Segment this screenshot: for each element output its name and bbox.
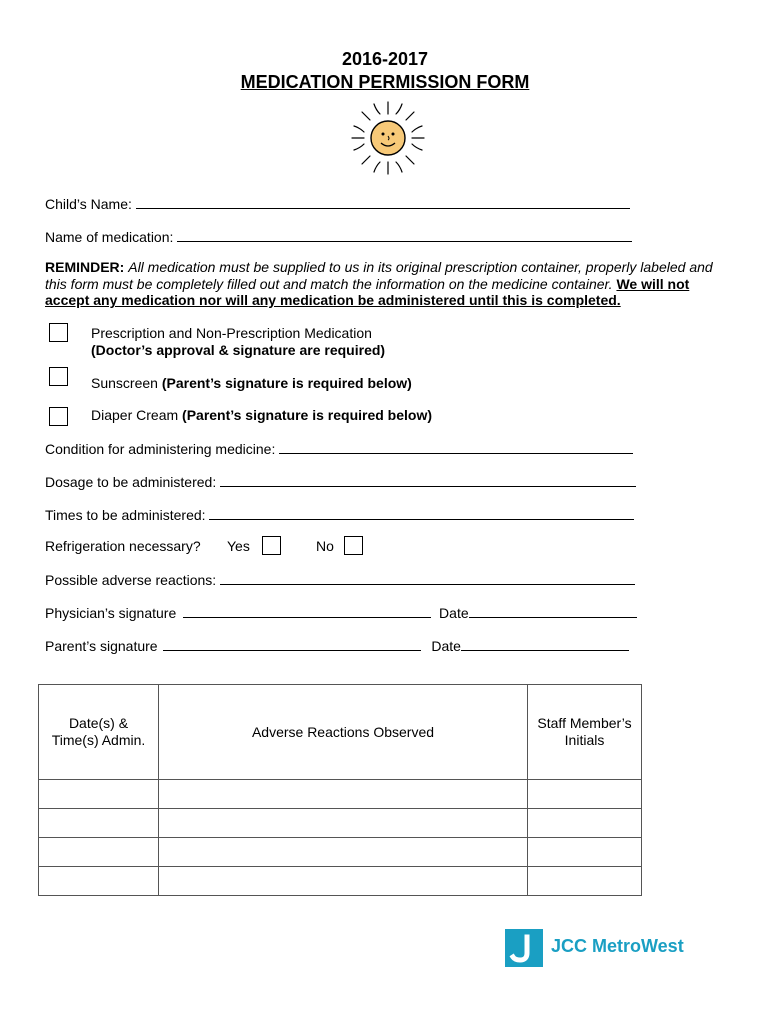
physician-signature-input[interactable] (183, 604, 431, 618)
table-cell[interactable] (159, 838, 528, 867)
col-date-time-line2: Time(s) Admin. (51, 732, 146, 748)
administration-log-table (38, 684, 642, 896)
condition-row (45, 440, 633, 457)
table-cell[interactable] (39, 838, 159, 867)
medication-name-row (45, 228, 632, 245)
table-cell[interactable] (159, 809, 528, 838)
condition-label: Condition for administering medicine: (45, 441, 276, 457)
sunscreen-checkbox[interactable] (49, 367, 68, 386)
option-sunscreen-note: (Parent’s signature is required below) (161, 375, 412, 391)
physician-signature-label: Physician’s signature (45, 605, 177, 621)
option-prescription (91, 325, 385, 359)
parent-date-input[interactable] (461, 637, 629, 651)
table-cell[interactable] (39, 809, 159, 838)
reminder-warning: We will not accept any medication nor will any medication be administered until this is completed. (45, 275, 690, 308)
table-row (39, 809, 642, 838)
condition-input[interactable] (279, 440, 633, 454)
table-row (39, 838, 642, 867)
refrigeration-label: Refrigeration necessary? (45, 538, 201, 554)
col-staff-initials-header (528, 685, 642, 780)
table-cell[interactable] (528, 809, 642, 838)
col-staff-line1: Staff Member’s (537, 715, 632, 731)
table-cell[interactable] (528, 867, 642, 896)
medication-name-input[interactable] (177, 228, 632, 242)
col-date-time-line1: Date(s) & (68, 715, 129, 731)
adverse-label: Possible adverse reactions: (45, 572, 217, 588)
option-prescription-note: (Doctor’s approval & signature are required) (91, 342, 386, 358)
adverse-input[interactable] (220, 571, 635, 585)
table-cell[interactable] (39, 780, 159, 809)
jcc-logo-text: JCC MetroWest (551, 936, 684, 956)
parent-signature-label: Parent’s signature (45, 638, 158, 654)
parent-date-label: Date (431, 638, 461, 654)
form-title: MEDICATION PERMISSION FORM (240, 72, 530, 92)
physician-date-input[interactable] (469, 604, 637, 618)
sun-icon (348, 98, 428, 178)
table-row (39, 780, 642, 809)
col-date-time-header (39, 685, 159, 780)
times-input[interactable] (209, 506, 634, 520)
adverse-row (45, 571, 635, 588)
table-cell[interactable] (159, 780, 528, 809)
refrigeration-yes-label: Yes (227, 538, 250, 554)
table-cell[interactable] (159, 867, 528, 896)
prescription-checkbox[interactable] (49, 323, 68, 342)
child-name-input[interactable] (136, 195, 630, 209)
table-cell[interactable] (528, 780, 642, 809)
option-sunscreen-label: Sunscreen (91, 375, 158, 391)
table-cell[interactable] (39, 867, 159, 896)
reminder-paragraph (45, 259, 725, 309)
physician-signature-row (45, 604, 637, 621)
dosage-input[interactable] (220, 473, 636, 487)
jcc-logo-icon (505, 929, 543, 967)
medication-name-label: Name of medication: (45, 229, 174, 245)
option-sunscreen (91, 375, 412, 391)
refrigeration-yes-checkbox[interactable] (262, 536, 281, 555)
table-header-row (39, 685, 642, 780)
child-name-row (45, 195, 630, 212)
dosage-row (45, 473, 636, 490)
reminder-lead: REMINDER: (45, 259, 125, 275)
physician-date-label: Date (439, 605, 469, 621)
option-diaper-cream-label: Diaper Cream (91, 407, 179, 423)
form-year: 2016-2017 (341, 49, 429, 69)
times-label: Times to be administered: (45, 507, 206, 523)
child-name-label: Child’s Name: (45, 196, 132, 212)
refrigeration-no-checkbox[interactable] (344, 536, 363, 555)
col-staff-line2: Initials (564, 732, 605, 748)
option-diaper-cream (91, 407, 432, 423)
diaper-cream-checkbox[interactable] (49, 407, 68, 426)
option-prescription-label: Prescription and Non-Prescription Medication (91, 325, 372, 341)
dosage-label: Dosage to be administered: (45, 474, 217, 490)
option-diaper-cream-note: (Parent’s signature is required below) (182, 407, 433, 423)
times-row (45, 506, 634, 523)
parent-signature-row (45, 637, 629, 654)
table-row (39, 867, 642, 896)
table-cell[interactable] (528, 838, 642, 867)
col-adverse-header: Adverse Reactions Observed (159, 685, 528, 780)
parent-signature-input[interactable] (163, 637, 421, 651)
reminder-body: All medication must be supplied to us in its original prescription container, properly labeled and this form must be completely filled out and match the information on the medicine container. (45, 259, 713, 292)
refrigeration-no-label: No (316, 538, 334, 554)
